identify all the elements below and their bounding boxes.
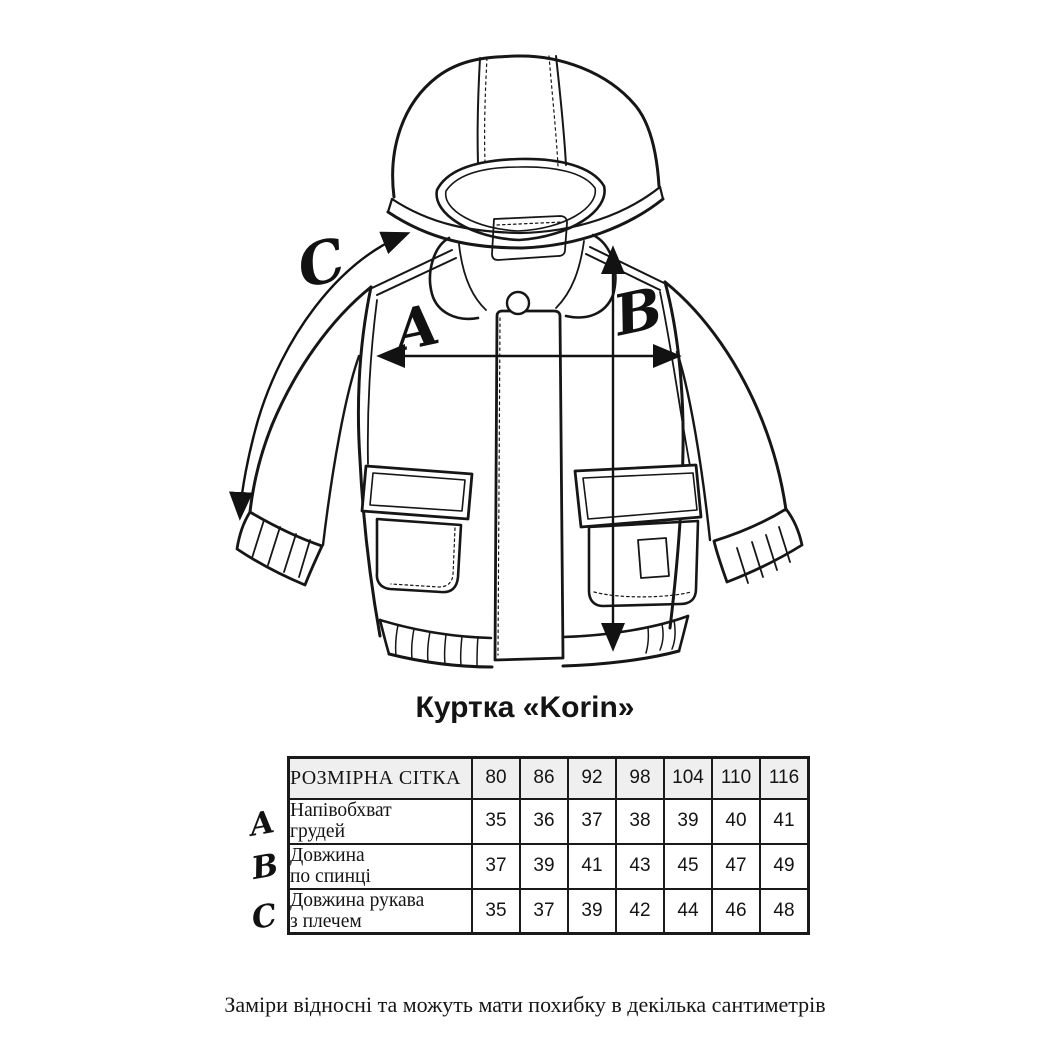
- cell-value: 39: [664, 799, 712, 844]
- row-label-line: з плечем: [290, 910, 362, 932]
- left-sleeve: [237, 287, 371, 585]
- legend-letter-a: A: [247, 804, 278, 844]
- legend-letter-b: B: [249, 846, 282, 888]
- size-header-86: 86: [520, 758, 568, 799]
- size-header-116: 116: [760, 758, 809, 799]
- size-header-104: 104: [664, 758, 712, 799]
- table-row-sleeve-length: [289, 889, 809, 934]
- cell-value: 37: [472, 844, 520, 889]
- cell-value: 35: [472, 889, 520, 934]
- pocket-label-patch: [638, 538, 669, 578]
- cell-value: 38: [616, 799, 664, 844]
- table-row-back-length: [289, 844, 809, 889]
- legend-letter-c: C: [249, 897, 280, 937]
- row-label-line: грудей: [290, 821, 346, 842]
- row-label-line: Довжина: [290, 844, 365, 866]
- measure-letter-b: B: [608, 274, 669, 350]
- cell-value: 37: [568, 799, 616, 844]
- size-header-110: 110: [712, 758, 760, 799]
- cell-value: 41: [568, 844, 616, 889]
- cell-value: 49: [760, 844, 809, 889]
- measure-letter-c: C: [290, 224, 352, 302]
- size-table-header-row: [289, 758, 809, 799]
- measure-letter-a: A: [388, 291, 445, 365]
- row-label-line: по спинці: [290, 866, 371, 887]
- cell-value: 43: [616, 844, 664, 889]
- cell-value: 40: [712, 799, 760, 844]
- right-pocket: [575, 465, 701, 606]
- row-label-line: Довжина рукава: [290, 889, 425, 911]
- page-title: Куртка «Korin»: [415, 691, 635, 724]
- row-label-back-length: [289, 844, 473, 889]
- cell-value: 35: [472, 799, 520, 844]
- zipper-pull-icon: [507, 292, 529, 314]
- row-label-chest: [289, 799, 473, 844]
- right-sleeve: [665, 282, 802, 583]
- cell-value: 39: [568, 889, 616, 934]
- cell-value: 47: [712, 844, 760, 889]
- size-header-92: 92: [568, 758, 616, 799]
- left-pocket: [362, 466, 472, 592]
- cell-value: 46: [712, 889, 760, 934]
- footer-note: Заміри відносні та можуть мати похибку в декілька сантиметрів: [224, 992, 826, 1017]
- size-header-80: 80: [472, 758, 520, 799]
- table-row-chest: [289, 799, 809, 844]
- cell-value: 41: [760, 799, 809, 844]
- size-table: [287, 756, 810, 935]
- cell-value: 37: [520, 889, 568, 934]
- row-label-line: Напівобхват: [290, 799, 392, 821]
- size-table-header-label: РОЗМІРНА СІТКА: [289, 758, 473, 799]
- cell-value: 48: [760, 889, 809, 934]
- row-label-sleeve-length: [289, 889, 473, 934]
- size-header-98: 98: [616, 758, 664, 799]
- cell-value: 42: [616, 889, 664, 934]
- zipper-placket: [495, 292, 563, 660]
- cell-value: 36: [520, 799, 568, 844]
- hood: [388, 56, 663, 248]
- cell-value: 44: [664, 889, 712, 934]
- cell-value: 39: [520, 844, 568, 889]
- cell-value: 45: [664, 844, 712, 889]
